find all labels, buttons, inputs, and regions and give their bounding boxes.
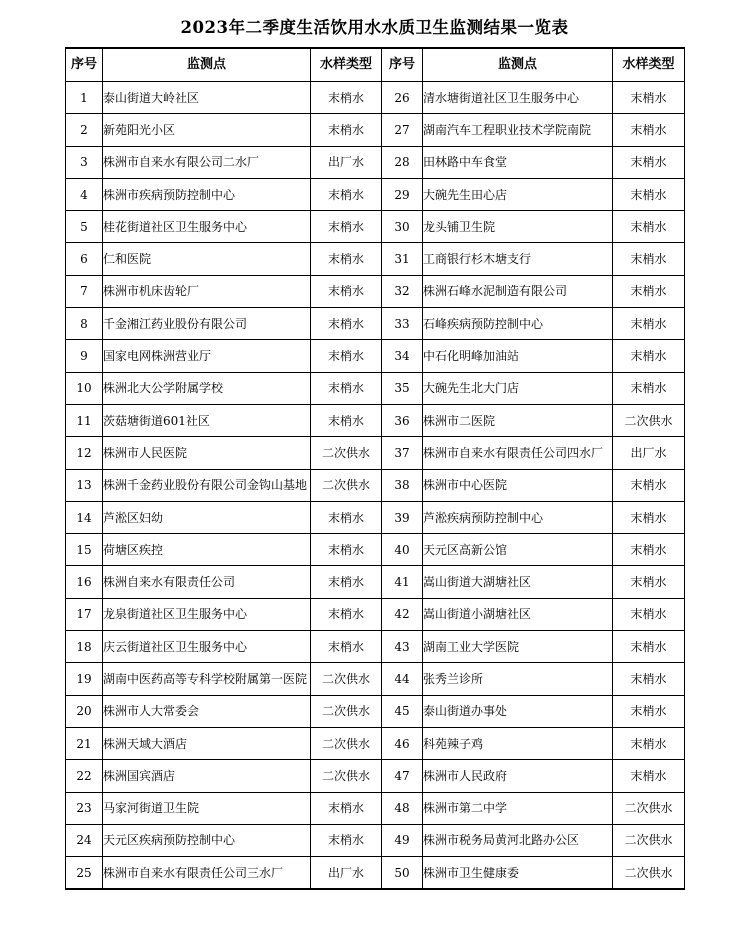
monitoring-site-right: 株洲市税务局黄河北路办公区 (423, 824, 613, 856)
row-number-right: 33 (382, 308, 423, 340)
row-number-left: 13 (66, 469, 103, 501)
monitoring-site-right: 科苑辣子鸡 (423, 727, 613, 759)
table-row (66, 631, 685, 663)
monitoring-site-left: 天元区疾病预防控制中心 (103, 824, 311, 856)
row-number-right: 31 (382, 243, 423, 275)
monitoring-site-left: 桂花街道社区卫生服务中心 (103, 211, 311, 243)
row-number-left: 14 (66, 501, 103, 533)
monitoring-site-right: 工商银行杉木塘支行 (423, 243, 613, 275)
sample-type-left: 末梢水 (311, 631, 382, 663)
row-number-right: 50 (382, 857, 423, 890)
monitoring-site-left: 株洲市人民医院 (103, 437, 311, 469)
monitoring-site-left: 庆云街道社区卫生服务中心 (103, 631, 311, 663)
sample-type-right: 末梢水 (613, 146, 685, 178)
monitoring-site-right: 大碗先生田心店 (423, 178, 613, 210)
sample-type-right: 末梢水 (613, 501, 685, 533)
row-number-right: 48 (382, 792, 423, 824)
row-number-right: 47 (382, 760, 423, 792)
row-number-left: 1 (66, 82, 103, 114)
header-seq-left: 序号 (66, 48, 103, 82)
table-row (66, 340, 685, 372)
table-row (66, 501, 685, 533)
row-number-left: 15 (66, 534, 103, 566)
monitoring-site-left: 茨菇塘街道601社区 (103, 404, 311, 436)
sample-type-right: 末梢水 (613, 243, 685, 275)
monitoring-site-right: 芦淞疾病预防控制中心 (423, 501, 613, 533)
table-row (66, 534, 685, 566)
row-number-left: 18 (66, 631, 103, 663)
sample-type-left: 末梢水 (311, 243, 382, 275)
monitoring-site-right: 湖南汽车工程职业技术学院南院 (423, 114, 613, 146)
sample-type-left: 末梢水 (311, 114, 382, 146)
row-number-right: 27 (382, 114, 423, 146)
monitoring-site-left: 株洲市人大常委会 (103, 695, 311, 727)
sample-type-left: 末梢水 (311, 275, 382, 307)
row-number-left: 10 (66, 372, 103, 404)
row-number-left: 17 (66, 598, 103, 630)
row-number-left: 11 (66, 404, 103, 436)
sample-type-right: 末梢水 (613, 178, 685, 210)
row-number-right: 39 (382, 501, 423, 533)
table-row (66, 727, 685, 759)
sample-type-left: 末梢水 (311, 340, 382, 372)
monitoring-site-right: 株洲石峰水泥制造有限公司 (423, 275, 613, 307)
sample-type-left: 末梢水 (311, 534, 382, 566)
sample-type-left: 末梢水 (311, 404, 382, 436)
row-number-left: 22 (66, 760, 103, 792)
monitoring-site-right: 株洲市人民政府 (423, 760, 613, 792)
row-number-right: 44 (382, 663, 423, 695)
monitoring-site-left: 株洲千金药业股份有限公司金钩山基地 (103, 469, 311, 501)
monitoring-site-left: 株洲市疾病预防控制中心 (103, 178, 311, 210)
monitoring-site-left: 龙泉街道社区卫生服务中心 (103, 598, 311, 630)
monitoring-site-right: 嵩山街道大湖塘社区 (423, 566, 613, 598)
row-number-left: 3 (66, 146, 103, 178)
row-number-left: 16 (66, 566, 103, 598)
row-number-right: 40 (382, 534, 423, 566)
row-number-left: 20 (66, 695, 103, 727)
sample-type-right: 出厂水 (613, 437, 685, 469)
row-number-left: 23 (66, 792, 103, 824)
monitoring-site-right: 大碗先生北大门店 (423, 372, 613, 404)
monitoring-site-left: 国家电网株洲营业厅 (103, 340, 311, 372)
table-row (66, 695, 685, 727)
monitoring-site-left: 湖南中医药高等专科学校附属第一医院 (103, 663, 311, 695)
row-number-right: 29 (382, 178, 423, 210)
sample-type-left: 二次供水 (311, 469, 382, 501)
sample-type-left: 末梢水 (311, 372, 382, 404)
monitoring-site-left: 株洲市自来水有限公司二水厂 (103, 146, 311, 178)
table-header-row (66, 48, 685, 82)
monitoring-site-left: 新苑阳光小区 (103, 114, 311, 146)
row-number-right: 43 (382, 631, 423, 663)
sample-type-right: 末梢水 (613, 114, 685, 146)
monitoring-site-left: 株洲市机床齿轮厂 (103, 275, 311, 307)
monitoring-site-right: 清水塘街道社区卫生服务中心 (423, 82, 613, 114)
sample-type-left: 出厂水 (311, 146, 382, 178)
row-number-right: 38 (382, 469, 423, 501)
sample-type-right: 二次供水 (613, 792, 685, 824)
table-row (66, 243, 685, 275)
sample-type-right: 末梢水 (613, 469, 685, 501)
row-number-right: 34 (382, 340, 423, 372)
sample-type-right: 末梢水 (613, 663, 685, 695)
sample-type-left: 二次供水 (311, 663, 382, 695)
sample-type-left: 二次供水 (311, 695, 382, 727)
table-row (66, 308, 685, 340)
monitoring-site-right: 泰山街道办事处 (423, 695, 613, 727)
sample-type-right: 二次供水 (613, 404, 685, 436)
row-number-right: 32 (382, 275, 423, 307)
sample-type-right: 末梢水 (613, 211, 685, 243)
row-number-right: 30 (382, 211, 423, 243)
monitoring-site-left: 泰山街道大岭社区 (103, 82, 311, 114)
sample-type-left: 二次供水 (311, 437, 382, 469)
sample-type-left: 末梢水 (311, 792, 382, 824)
sample-type-left: 末梢水 (311, 211, 382, 243)
row-number-right: 36 (382, 404, 423, 436)
monitoring-site-left: 株洲天域大酒店 (103, 727, 311, 759)
table-row (66, 598, 685, 630)
sample-type-right: 末梢水 (613, 695, 685, 727)
row-number-right: 49 (382, 824, 423, 856)
row-number-left: 6 (66, 243, 103, 275)
monitoring-site-right: 张秀兰诊所 (423, 663, 613, 695)
monitoring-site-right: 嵩山街道小湖塘社区 (423, 598, 613, 630)
row-number-left: 24 (66, 824, 103, 856)
page-title: 2023年二季度生活饮用水水质卫生监测结果一览表 (180, 18, 569, 37)
sample-type-right: 末梢水 (613, 372, 685, 404)
monitoring-site-right: 株洲市二医院 (423, 404, 613, 436)
monitoring-site-left: 株洲北大公学附属学校 (103, 372, 311, 404)
table-row (66, 178, 685, 210)
row-number-left: 25 (66, 857, 103, 890)
row-number-right: 46 (382, 727, 423, 759)
table-row (66, 372, 685, 404)
sample-type-right: 末梢水 (613, 760, 685, 792)
monitoring-site-left: 荷塘区疾控 (103, 534, 311, 566)
sample-type-right: 末梢水 (613, 631, 685, 663)
sample-type-left: 二次供水 (311, 727, 382, 759)
sample-type-left: 末梢水 (311, 308, 382, 340)
sample-type-right: 末梢水 (613, 308, 685, 340)
row-number-left: 2 (66, 114, 103, 146)
monitoring-site-right: 天元区高新公馆 (423, 534, 613, 566)
sample-type-right: 末梢水 (613, 727, 685, 759)
sample-type-left: 末梢水 (311, 501, 382, 533)
sample-type-right: 末梢水 (613, 82, 685, 114)
monitoring-site-left: 仁和医院 (103, 243, 311, 275)
monitoring-site-left: 芦淞区妇幼 (103, 501, 311, 533)
monitoring-site-left: 株洲自来水有限责任公司 (103, 566, 311, 598)
table-row (66, 469, 685, 501)
row-number-left: 8 (66, 308, 103, 340)
sample-type-right: 二次供水 (613, 824, 685, 856)
row-number-right: 37 (382, 437, 423, 469)
monitoring-site-right: 株洲市第二中学 (423, 792, 613, 824)
sample-type-right: 末梢水 (613, 534, 685, 566)
table-row (66, 404, 685, 436)
sample-type-right: 末梢水 (613, 598, 685, 630)
sample-type-right: 末梢水 (613, 275, 685, 307)
sample-type-right: 二次供水 (613, 857, 685, 890)
monitoring-site-right: 田林路中车食堂 (423, 146, 613, 178)
monitoring-site-right: 株洲市卫生健康委 (423, 857, 613, 890)
table-row (66, 146, 685, 178)
table-row (66, 437, 685, 469)
table-row (66, 82, 685, 114)
header-site-left: 监测点 (103, 48, 311, 82)
header-site-right: 监测点 (423, 48, 613, 82)
monitoring-site-left: 千金湘江药业股份有限公司 (103, 308, 311, 340)
monitoring-site-left: 株洲国宾酒店 (103, 760, 311, 792)
row-number-left: 5 (66, 211, 103, 243)
monitoring-site-left: 马家河街道卫生院 (103, 792, 311, 824)
table-row (66, 663, 685, 695)
monitoring-results-table (65, 47, 685, 890)
row-number-right: 28 (382, 146, 423, 178)
monitoring-site-left: 株洲市自来水有限责任公司三水厂 (103, 857, 311, 890)
row-number-left: 7 (66, 275, 103, 307)
table-row (66, 275, 685, 307)
table-row (66, 211, 685, 243)
row-number-left: 19 (66, 663, 103, 695)
monitoring-site-right: 湖南工业大学医院 (423, 631, 613, 663)
row-number-left: 21 (66, 727, 103, 759)
sample-type-left: 末梢水 (311, 824, 382, 856)
monitoring-site-right: 龙头铺卫生院 (423, 211, 613, 243)
row-number-right: 42 (382, 598, 423, 630)
table-row (66, 792, 685, 824)
row-number-right: 26 (382, 82, 423, 114)
table-row (66, 760, 685, 792)
table-row (66, 857, 685, 890)
row-number-right: 35 (382, 372, 423, 404)
table-row (66, 114, 685, 146)
monitoring-site-right: 中石化明峰加油站 (423, 340, 613, 372)
sample-type-left: 末梢水 (311, 566, 382, 598)
sample-type-right: 末梢水 (613, 566, 685, 598)
row-number-right: 45 (382, 695, 423, 727)
table-row (66, 566, 685, 598)
header-type-left: 水样类型 (311, 48, 382, 82)
sample-type-left: 二次供水 (311, 760, 382, 792)
row-number-left: 4 (66, 178, 103, 210)
table-row (66, 824, 685, 856)
row-number-right: 41 (382, 566, 423, 598)
monitoring-site-right: 株洲市自来水有限责任公司四水厂 (423, 437, 613, 469)
sample-type-right: 末梢水 (613, 340, 685, 372)
monitoring-site-right: 石峰疾病预防控制中心 (423, 308, 613, 340)
table-body (66, 82, 685, 890)
row-number-left: 9 (66, 340, 103, 372)
sample-type-left: 出厂水 (311, 857, 382, 890)
row-number-left: 12 (66, 437, 103, 469)
header-type-right: 水样类型 (613, 48, 685, 82)
header-seq-right: 序号 (382, 48, 423, 82)
sample-type-left: 末梢水 (311, 178, 382, 210)
sample-type-left: 末梢水 (311, 82, 382, 114)
sample-type-left: 末梢水 (311, 598, 382, 630)
monitoring-site-right: 株洲市中心医院 (423, 469, 613, 501)
